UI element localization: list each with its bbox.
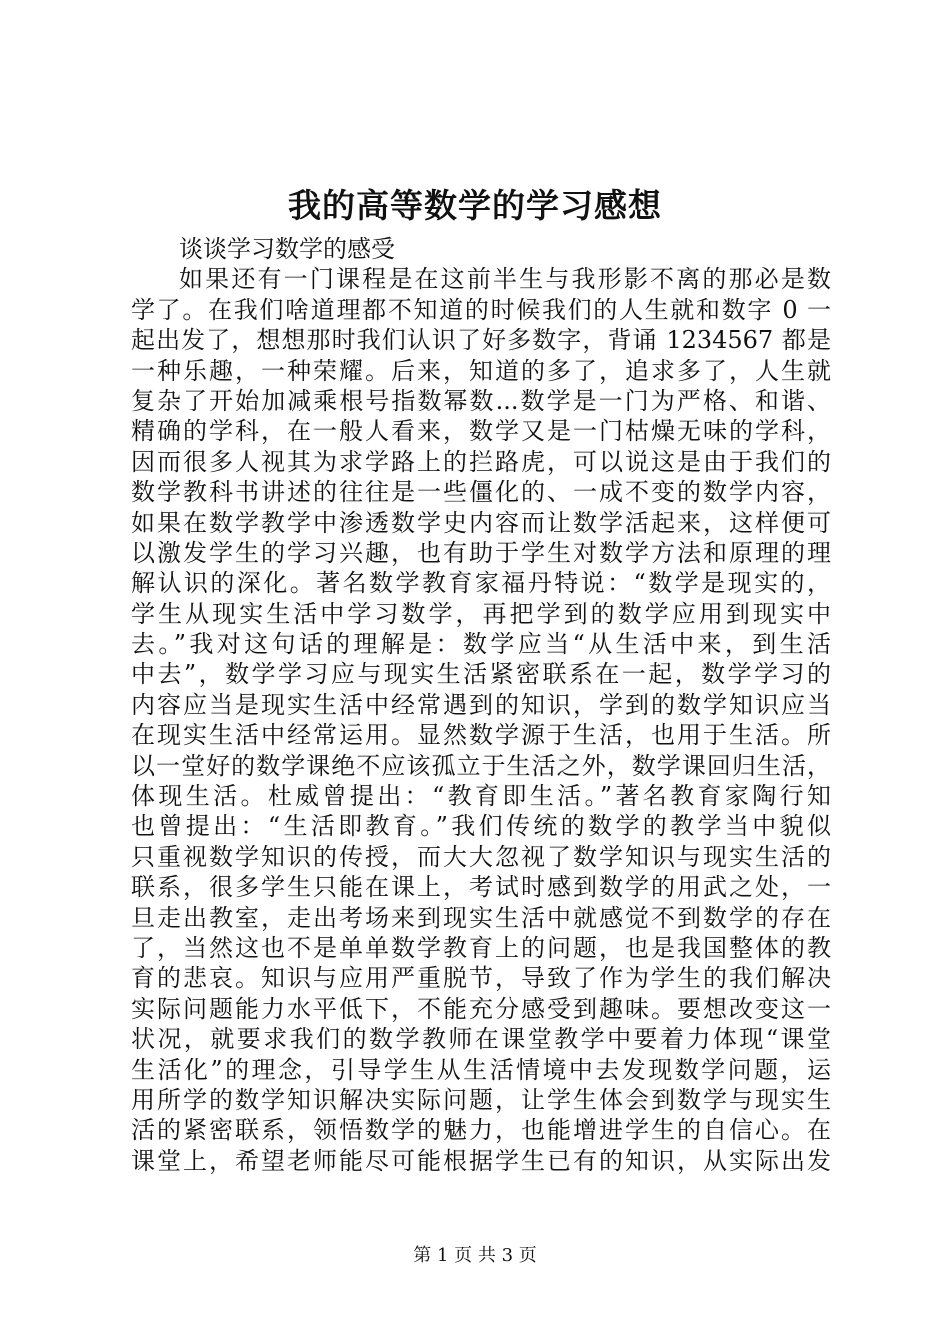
paragraph-line: 因而很多人视其为求学路上的拦路虎，可以说这是由于我们的	[131, 447, 831, 476]
page-title: 我的高等数学的学习感想	[288, 186, 662, 225]
paragraph-line: 中去”，数学学习应与现实生活紧密联系在一起，数学学习的	[131, 660, 831, 689]
paragraph-line: 在现实生活中经常运用。显然数学源于生活，也用于生活。所	[131, 721, 831, 750]
paragraph-line: 实际问题能力水平低下，不能充分感受到趣味。要想改变这一	[131, 994, 831, 1023]
paragraph-line: 一种乐趣，一种荣耀。后来，知道的多了，追求多了，人生就	[131, 356, 831, 385]
paragraph-line: 以激发学生的学习兴趣，也有助于学生对数学方法和原理的理	[131, 538, 831, 567]
paragraph-line: 精确的学科，在一般人看来，数学又是一门枯燥无味的学科，	[131, 417, 831, 446]
paragraph-line: 如果在数学教学中渗透数学史内容而让数学活起来，这样便可	[131, 508, 831, 537]
paragraph-line: 学了。在我们啥道理都不知道的时候我们的人生就和数字 0 一	[131, 295, 831, 324]
paragraph-line: 学生从现实生活中学习数学，再把学到的数学应用到现实中	[131, 599, 831, 628]
paragraph-line: 联系，很多学生只能在课上，考试时感到数学的用武之处，一	[131, 873, 831, 902]
paragraph-line: 内容应当是现实生活中经常遇到的知识，学到的数学知识应当	[131, 690, 831, 719]
paragraph-line: 复杂了开始加减乘根号指数幂数...数学是一门为严格、和谐、	[131, 386, 831, 415]
subtitle: 谈谈学习数学的感受	[179, 235, 395, 263]
document-body	[131, 234, 831, 1176]
paragraph-line: 体现生活。杜威曾提出：“教育即生活。”著名教育家陶行知	[131, 782, 831, 811]
paragraph-line: 数学教科书讲述的往往是一些僵化的、一成不变的数学内容，	[131, 478, 831, 507]
paragraph-line: 用所学的数学知识解决实际问题，让学生体会到数学与现实生	[131, 1085, 831, 1114]
paragraph-line: 解认识的深化。著名数学教育家福丹特说：“数学是现实的，	[131, 569, 831, 598]
paragraph-line: 育的悲哀。知识与应用严重脱节，导致了作为学生的我们解决	[131, 964, 831, 993]
paragraph-line: 了，当然这也不是单单数学教育上的问题，也是我国整体的教	[131, 933, 831, 962]
paragraph-line: 去。”我对这句话的理解是：数学应当“从生活中来，到生活	[131, 630, 831, 659]
paragraph-line: 如果还有一门课程是在这前半生与我形影不离的那必是数	[179, 265, 831, 294]
paragraph-line: 旦走出教室，走出考场来到现实生活中就感觉不到数学的存在	[131, 903, 831, 932]
paragraph-line: 课堂上，希望老师能尽可能根据学生已有的知识，从实际出发	[131, 1146, 831, 1175]
paragraph-line: 活的紧密联系，领悟数学的魅力，也能增进学生的自信心。在	[131, 1116, 831, 1145]
page-footer	[0, 1244, 950, 1268]
paragraph-line: 状况，就要求我们的数学教师在课堂教学中要着力体现“课堂	[131, 1025, 831, 1054]
paragraph-line: 以一堂好的数学课绝不应该孤立于生活之外，数学课回归生活，	[131, 751, 831, 780]
paragraph-line: 生活化”的理念，引导学生从生活情境中去发现数学问题，运	[131, 1055, 831, 1084]
page-number: 第 1 页 共 3 页	[413, 1245, 537, 1266]
paragraph-line: 只重视数学知识的传授，而大大忽视了数学知识与现实生活的	[131, 842, 831, 871]
paragraph-line: 起出发了，想想那时我们认识了好多数字，背诵 1234567 都是	[131, 326, 831, 355]
paragraph-line: 也曾提出：“生活即教育。”我们传统的数学的教学当中貌似	[131, 812, 831, 841]
